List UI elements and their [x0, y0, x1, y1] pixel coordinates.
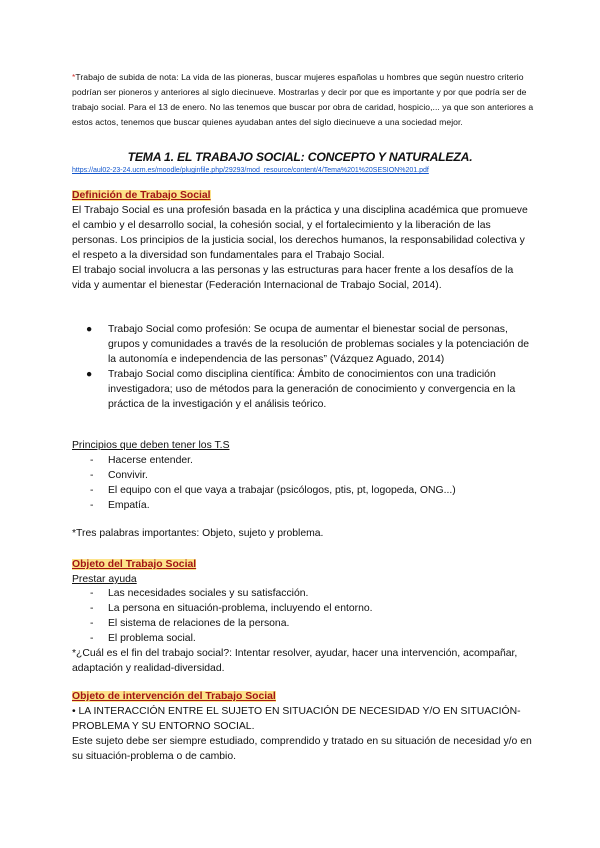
- list-item: [72, 367, 532, 412]
- bullet-icon: ●: [86, 324, 93, 335]
- resource-link[interactable]: https://aul02-23-24.ucm.es/moodle/pluginfile.php/29293/mod_resource/content/4/Tema%201%20SESION%201.pdf: [72, 167, 429, 174]
- bullet-text: Trabajo Social como disciplina científica: Ámbito de conocimientos con una tradición investigadora; uso de métodos para la generación de conocimiento y convergencia en la práctica de la investigación y el análisis teórico.: [108, 369, 516, 410]
- objeto-heading: Objeto del Trabajo Social: [72, 559, 197, 570]
- intro-note-text: Trabajo de subida de nota: La vida de las pioneras, buscar mujeres españolas u hombres que según nuestro criterio podrían ser pioneros y anteriores al siglo diecinueve. Mostrarlas y decir por que es importante y por que podría ser de trabajo social. Para el 13 de enero. No las tenemos que buscar por obra de caridad, hospicio,... ya que son anteriores a estos actos, tenemos que buscar quienes ayudaban antes del siglo diecinueve a una sociedad mejor.: [72, 72, 534, 127]
- dash-mark: -: [90, 603, 94, 614]
- definicion-section: [72, 188, 532, 293]
- page-title: TEMA 1. EL TRABAJO SOCIAL: CONCEPTO Y NATURALEZA.: [127, 150, 473, 164]
- list-item-text: Convivir.: [108, 470, 148, 481]
- objeto-section: [72, 557, 532, 587]
- list-item-text: El sistema de relaciones de la persona.: [108, 618, 290, 629]
- list-item: [72, 586, 532, 601]
- dash-mark: -: [90, 485, 94, 496]
- list-item: [72, 453, 532, 468]
- asterisk-mark: *: [72, 72, 76, 82]
- definicion-heading: Definición de Trabajo Social: [72, 190, 211, 201]
- objeto-note-wrap: [72, 646, 532, 676]
- objeto-subheading: Prestar ayuda: [72, 574, 137, 585]
- bullet-text: Trabajo Social como profesión: Se ocupa de aumentar el bienestar social de personas, grupos y comunidades a través de la resolución de problemas sociales y la potenciación de la autonomía e independencia de las personas” (Vázquez Aguado, 2014): [108, 324, 530, 365]
- list-item: [72, 322, 532, 367]
- list-item: [72, 631, 532, 646]
- bullet-icon: ●: [86, 369, 93, 380]
- list-item-text: El problema social.: [108, 633, 196, 644]
- principios-list: [72, 453, 532, 513]
- intervencion-paragraph-1: • LA INTERACCIÓN ENTRE EL SUJETO EN SITUACIÓN DE NECESIDAD Y/O EN SITUACIÓN-PROBLEMA Y SU ENTORNO SOCIAL.: [72, 706, 521, 732]
- intervencion-heading: Objeto de intervención del Trabajo Social: [72, 691, 276, 702]
- principios-note: *Tres palabras importantes: Objeto, sujeto y problema.: [72, 528, 324, 539]
- definicion-bullets: [72, 322, 532, 412]
- definicion-paragraph-1: El Trabajo Social es una profesión basada en la práctica y una disciplina académica que promueve el cambio y el desarrollo social, la cohesión social, y el fortalecimiento y la liberación de las personas. Los principios de la justicia social, los derechos humanos, la responsabilidad colectiva y el respeto a la diversidad son fundamentales para el Trabajo Social.: [72, 205, 528, 261]
- definicion-paragraph-2: El trabajo social involucra a las personas y las estructuras para hacer frente a los desafíos de la vida y aumentar el bienestar (Federación Internacional de Trabajo Social, 2014).: [72, 265, 514, 291]
- list-item-text: La persona en situación-problema, incluyendo el entorno.: [108, 603, 373, 614]
- list-item-text: Hacerse entender.: [108, 455, 193, 466]
- list-item: [72, 498, 532, 513]
- intervencion-section: [72, 689, 532, 764]
- objeto-note: *¿Cuál es el fin del trabajo social?: Intentar resolver, ayudar, hacer una intervención, acompañar, adaptación y realidad-diversidad.: [72, 648, 518, 674]
- dash-mark: -: [90, 618, 94, 629]
- intro-note: [72, 70, 534, 130]
- dash-mark: -: [90, 500, 94, 511]
- principios-note-wrap: [72, 526, 532, 541]
- principios-heading: Principios que deben tener los T.S: [72, 440, 230, 451]
- dash-mark: -: [90, 588, 94, 599]
- dash-mark: -: [90, 633, 94, 644]
- principios-heading-wrap: [72, 438, 532, 453]
- objeto-list: [72, 586, 532, 646]
- list-item-text: Empatía.: [108, 500, 150, 511]
- intervencion-paragraph-2: Este sujeto debe ser siempre estudiado, comprendido y tratado en su situación de necesidad y/o en su situación-problema o de cambio.: [72, 736, 532, 762]
- list-item-text: Las necesidades sociales y su satisfacción.: [108, 588, 309, 599]
- list-item: [72, 601, 532, 616]
- dash-mark: -: [90, 470, 94, 481]
- list-item: [72, 616, 532, 631]
- list-item: [72, 468, 532, 483]
- list-item: [72, 483, 532, 498]
- list-item-text: El equipo con el que vaya a trabajar (psicólogos, ptis, pt, logopeda, ONG...): [108, 485, 456, 496]
- dash-mark: -: [90, 455, 94, 466]
